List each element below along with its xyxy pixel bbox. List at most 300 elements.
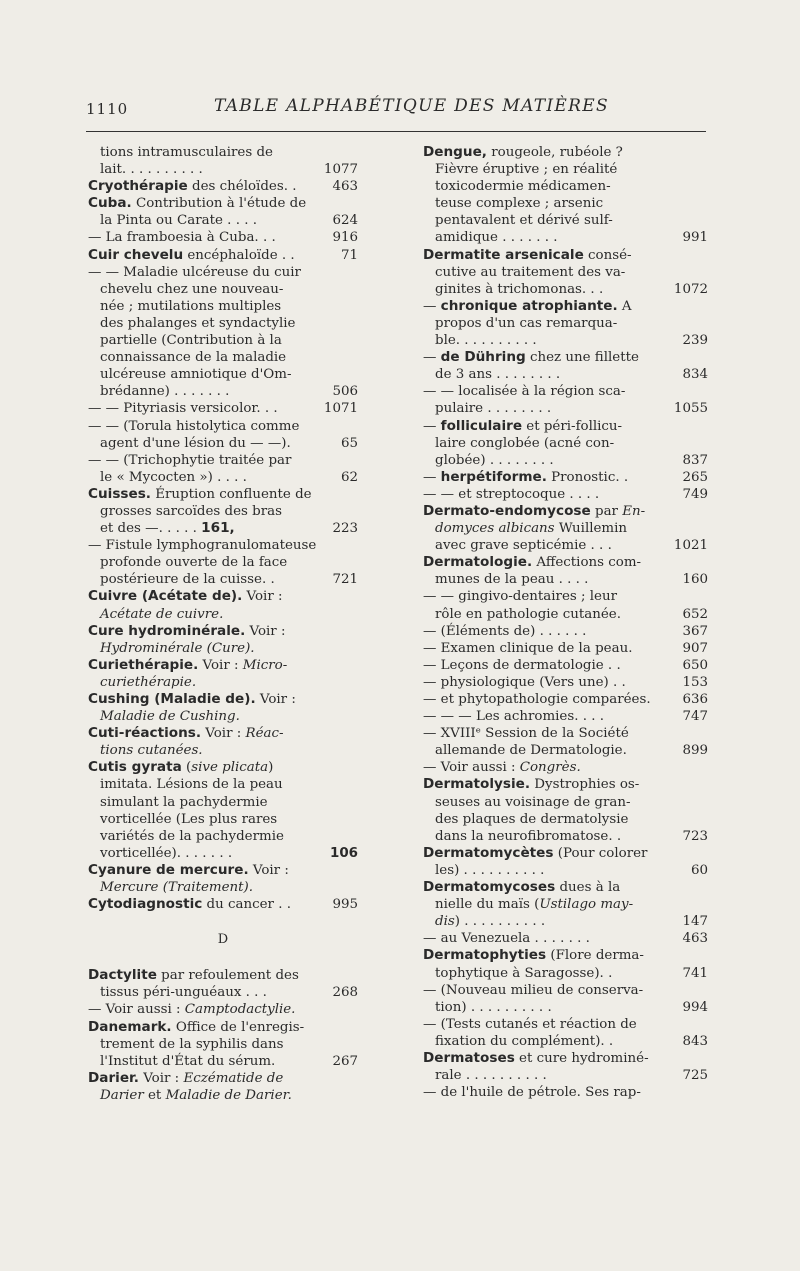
index-column-right: [423, 144, 708, 1101]
index-line: [423, 229, 708, 246]
index-line: [88, 640, 358, 657]
index-line: [88, 400, 358, 417]
index-text: agent d'une lésion du — —).: [100, 435, 291, 451]
index-italic-text: Acétate de cuivre.: [100, 606, 224, 622]
page-reference: 506: [332, 384, 358, 400]
index-keyword: Darier.: [88, 1069, 139, 1086]
page-reference: 1071: [323, 401, 358, 417]
index-text: Contribution à l'étude de: [131, 196, 307, 212]
index-line: [423, 657, 708, 674]
index-line: [88, 349, 358, 366]
index-text: et des —. . . . .: [100, 521, 202, 537]
page-reference: 106: [330, 845, 358, 861]
index-line: [423, 845, 708, 862]
index-line: [88, 229, 358, 246]
index-line: [423, 776, 708, 793]
index-line: [423, 708, 708, 725]
index-text: partielle (Contribution à la: [100, 333, 282, 349]
index-line: [88, 588, 358, 605]
index-line: [423, 913, 708, 930]
index-text: de 3 ans . . . . . . . .: [435, 367, 561, 383]
index-text: et péri-follicu-: [522, 418, 623, 434]
index-text: née ; mutilations multiples: [100, 298, 282, 314]
index-text: —: [423, 469, 441, 485]
index-keyword: Cure hydrominérale.: [88, 622, 246, 639]
index-text: teuse complexe ; arsenic: [435, 196, 604, 212]
index-keyword: 161,: [201, 520, 235, 537]
index-line: [423, 486, 708, 503]
index-text: Fièvre éruptive ; en réalité: [435, 162, 618, 178]
index-text: — XVIIIᵉ Session de la Société: [423, 726, 629, 742]
index-text: les) . . . . . . . . . .: [435, 862, 545, 878]
index-line: [423, 982, 708, 999]
index-text: profonde ouverte de la face: [100, 555, 288, 571]
index-keyword: Dermatologie.: [423, 554, 533, 571]
index-line: [423, 794, 708, 811]
index-text: seuses au voisinage de gran-: [435, 794, 631, 810]
index-keyword: Dermatophyties: [423, 947, 547, 964]
index-line: [88, 298, 358, 315]
index-line: [423, 1050, 708, 1067]
index-line: [423, 606, 708, 623]
index-text: Affections com-: [532, 555, 642, 571]
index-keyword: Cushing (Maladie de).: [88, 691, 256, 707]
index-text: — et phytopathologie comparées.: [423, 692, 651, 707]
index-line: [88, 418, 358, 435]
index-line: [88, 469, 358, 486]
index-line: [423, 862, 708, 879]
index-text: — — (Torula histolytica comme: [88, 418, 300, 434]
index-line: [423, 1084, 708, 1101]
page-reference: 834: [682, 367, 708, 383]
index-text: tions intramusculaires de: [100, 145, 273, 160]
index-line: [423, 281, 708, 298]
index-line: [423, 674, 708, 691]
index-line: [88, 161, 358, 178]
index-line: [88, 862, 358, 879]
index-italic-text: Micro-: [242, 657, 288, 673]
index-line: [423, 571, 708, 588]
index-text: ): [268, 760, 274, 776]
index-text: lait. . . . . . . . . .: [100, 162, 203, 178]
index-line: [423, 332, 708, 349]
index-keyword: Dengue,: [423, 144, 487, 160]
index-text: trement de la syphilis dans: [100, 1036, 284, 1052]
page-reference: 636: [682, 692, 708, 707]
index-line: [88, 178, 358, 195]
index-text: amidique . . . . . . .: [435, 230, 558, 246]
index-line: [88, 794, 358, 811]
index-keyword: Dermatolysie.: [423, 776, 531, 793]
page-reference: 837: [682, 452, 708, 468]
index-italic-text: En-: [622, 503, 646, 519]
index-keyword: Dermato-endomycose: [423, 502, 591, 519]
index-text: Wuillemin: [554, 521, 628, 537]
index-line: [88, 486, 358, 503]
index-text: Pronostic. .: [546, 469, 629, 485]
index-text: du cancer . .: [202, 897, 291, 913]
index-text: simulant la pachydermie: [100, 794, 268, 810]
running-title: TABLE ALPHABÉTIQUE DES MATIÈRES: [214, 96, 609, 116]
index-text: — Voir aussi :: [88, 1002, 185, 1018]
page-reference: 907: [682, 640, 708, 656]
index-keyword: herpétiforme.: [440, 468, 547, 485]
index-keyword: Cuti-réactions.: [88, 725, 202, 742]
index-text: (: [181, 760, 192, 776]
index-keyword: Cryothérapie: [88, 178, 188, 195]
index-text: rôle en pathologie cutanée.: [435, 606, 621, 622]
index-text: et cure hydrominé-: [514, 1050, 649, 1066]
index-line: [88, 1001, 358, 1018]
page-reference: 991: [682, 230, 708, 246]
section-gap: [88, 957, 358, 967]
index-line: [88, 503, 358, 520]
page-reference: 1077: [323, 162, 358, 178]
index-line: [423, 383, 708, 400]
index-keyword: Curiethérapie.: [88, 656, 199, 673]
index-line: [88, 212, 358, 229]
index-line: [88, 811, 358, 828]
index-line: [423, 725, 708, 742]
index-text: — Fistule lymphogranulomateuse: [88, 538, 317, 554]
index-italic-text: Ustilago may-: [539, 897, 634, 913]
index-text: par refoulement des: [156, 968, 299, 984]
index-text: Voir :: [138, 1070, 184, 1086]
index-text: tissus péri-unguéaux . . .: [100, 985, 267, 1001]
index-text: allemande de Dermatologie.: [435, 743, 627, 759]
index-text: — — Maladie ulcéreuse du cuir: [88, 264, 301, 280]
index-text: imitata. Lésions de la peau: [100, 777, 283, 793]
page-reference: 223: [332, 521, 358, 537]
index-text: pentavalent et dérivé sulf-: [435, 213, 613, 229]
index-text: — Examen clinique de la peau.: [423, 640, 633, 656]
index-italic-text: Mercure (Traitement).: [100, 880, 253, 896]
index-line: [88, 332, 358, 349]
page-reference: 995: [332, 897, 358, 913]
index-line: [423, 469, 708, 486]
index-text: (Flore derma-: [546, 948, 644, 964]
index-line: [423, 623, 708, 640]
page-reference: 153: [682, 674, 708, 690]
index-text: par: [590, 503, 623, 519]
index-line: [88, 435, 358, 452]
index-line: [423, 828, 708, 845]
index-text: connaissance de la maladie: [100, 350, 287, 366]
index-line: [88, 657, 358, 674]
index-text: Voir :: [245, 623, 286, 639]
index-text: ginites à trichomonas. . .: [435, 281, 604, 297]
index-line: [423, 212, 708, 229]
index-line: [88, 691, 358, 708]
index-line: [423, 178, 708, 195]
index-line: [423, 742, 708, 759]
index-text: des plaques de dermatolysie: [435, 811, 629, 827]
index-line: [88, 315, 358, 332]
index-line: [423, 435, 708, 452]
index-line: [423, 1033, 708, 1050]
page-reference: 994: [682, 999, 708, 1015]
index-keyword: Cuisses.: [88, 485, 151, 502]
page-reference: 749: [682, 486, 708, 502]
page-reference: 60: [690, 862, 708, 878]
index-italic-text: Camptodactylie.: [184, 1002, 296, 1018]
page-reference: 721: [332, 572, 358, 588]
index-keyword: de Dühring: [440, 349, 526, 366]
index-line: [423, 1067, 708, 1084]
page-reference: 367: [682, 623, 708, 639]
index-text: vorticellée). . . . . . .: [100, 845, 233, 861]
index-text: — La framboesia à Cuba. . .: [88, 230, 276, 246]
index-text: — — — Les achromies. . . .: [423, 709, 605, 725]
index-line: [88, 845, 358, 862]
index-keyword: Dermatomycètes: [423, 844, 554, 861]
index-line: [88, 725, 358, 742]
index-text: — — (Trichophytie traitée par: [88, 452, 292, 468]
page-reference: 62: [340, 469, 358, 485]
index-line: [423, 503, 708, 520]
index-line: [88, 708, 358, 725]
index-text: Voir :: [198, 657, 243, 673]
index-text: rale . . . . . . . . . .: [435, 1068, 547, 1084]
index-text: laire conglobée (acné con-: [435, 435, 615, 451]
page-reference: 650: [682, 657, 708, 673]
index-text: — — et streptocoque . . . .: [423, 486, 600, 502]
index-line: [423, 452, 708, 469]
index-line: [88, 674, 358, 691]
index-italic-text: Maladie de Cushing.: [100, 709, 240, 725]
page-reference: 741: [682, 965, 708, 981]
index-line: [88, 1036, 358, 1053]
index-line: [88, 1053, 358, 1070]
index-line: [423, 640, 708, 657]
index-text: nielle du maïs (: [435, 897, 540, 913]
index-text: pulaire . . . . . . . .: [435, 401, 552, 417]
page-reference: 843: [682, 1033, 708, 1049]
page-reference: 1055: [673, 401, 708, 417]
index-text: Voir :: [242, 589, 283, 605]
index-line: [88, 1019, 358, 1036]
index-text: rougeole, rubéole ?: [486, 145, 623, 160]
index-line: [88, 623, 358, 640]
page-reference: 265: [682, 469, 708, 485]
index-line: [423, 247, 708, 264]
index-text: Office de l'enregis-: [171, 1019, 305, 1035]
index-line: [88, 264, 358, 281]
index-keyword: Cuba.: [88, 195, 132, 212]
index-text: l'Institut d'État du sérum.: [100, 1053, 276, 1069]
index-text: vorticellée (Les plus rares: [100, 811, 278, 827]
index-text: A: [617, 298, 632, 314]
index-line: [423, 264, 708, 281]
index-italic-text: Maladie de Darier.: [165, 1087, 292, 1103]
index-line: [423, 554, 708, 571]
index-text: tophytique à Saragosse). .: [435, 965, 613, 981]
page-reference: 71: [340, 247, 358, 263]
page-number: 1110: [86, 100, 129, 118]
page-reference: 652: [682, 606, 708, 622]
index-line: [423, 537, 708, 554]
index-text: —: [423, 298, 441, 314]
index-line: [423, 520, 708, 537]
section-letter: D: [217, 932, 229, 948]
index-text: tion) . . . . . . . . . .: [435, 999, 552, 1015]
index-text: dues à la: [555, 880, 621, 896]
index-keyword: Danemark.: [88, 1018, 172, 1035]
index-keyword: Cuir chevelu: [88, 246, 184, 263]
index-line: [423, 144, 708, 161]
index-line: [423, 349, 708, 366]
index-keyword: Cutis gyrata: [88, 759, 182, 776]
index-line: [423, 999, 708, 1016]
index-line: [423, 691, 708, 708]
index-line: [423, 879, 708, 896]
page-reference: 267: [332, 1053, 358, 1069]
index-column-left: [88, 144, 358, 1104]
index-text: toxicodermie médicamen-: [435, 179, 611, 195]
index-line: [88, 144, 358, 161]
page-reference: 723: [682, 828, 708, 844]
index-text: — (Tests cutanés et réaction de: [423, 1016, 637, 1032]
index-line: [423, 366, 708, 383]
index-keyword: Dermatite arsenicale: [423, 246, 584, 263]
index-italic-text: curiethérapie.: [100, 674, 197, 690]
index-line: [88, 1070, 358, 1087]
index-line: [423, 811, 708, 828]
section-gap: [88, 913, 358, 923]
index-text: — Leçons de dermatologie . .: [423, 657, 621, 673]
index-text: encéphaloïde . .: [183, 247, 295, 263]
index-line: [88, 554, 358, 571]
index-line: [88, 366, 358, 383]
index-text: (Pour colorer: [553, 845, 648, 861]
index-keyword: Dermatomycoses: [423, 879, 556, 896]
index-text: — — Pityriasis versicolor. . .: [88, 401, 278, 417]
page-reference: 1072: [673, 281, 708, 297]
index-text: grosses sarcoïdes des bras: [100, 503, 283, 519]
index-text: dans la neurofibromatose. .: [435, 828, 622, 844]
index-text: postérieure de la cuisse. .: [100, 572, 275, 588]
index-text: Dystrophies os-: [530, 777, 640, 793]
page-header: [86, 96, 706, 124]
index-line: [88, 1087, 358, 1104]
index-keyword: chronique atrophiante.: [440, 297, 618, 314]
index-text: avec grave septicémie . . .: [435, 538, 612, 554]
index-line: [423, 298, 708, 315]
index-line: [88, 281, 358, 298]
index-line: [88, 967, 358, 984]
index-line: [88, 383, 358, 400]
index-text: — (Nouveau milieu de conserva-: [423, 982, 644, 998]
index-keyword: Cyanure de mercure.: [88, 861, 249, 878]
index-text: propos d'un cas remarqua-: [435, 315, 618, 331]
page-reference: 747: [682, 709, 708, 725]
index-line: [88, 537, 358, 554]
index-text: des phalanges et syndactylie: [100, 315, 296, 331]
page-reference: 899: [682, 743, 708, 759]
page-reference: 624: [332, 213, 358, 229]
index-line: [423, 588, 708, 605]
index-line: [88, 828, 358, 845]
index-text: ulcéreuse amniotique d'Om-: [100, 367, 292, 383]
index-text: cutive au traitement des va-: [435, 264, 626, 280]
index-text: et: [143, 1087, 166, 1103]
index-line: [88, 452, 358, 469]
page-reference: 268: [332, 985, 358, 1001]
index-keyword: folliculaire: [440, 417, 523, 434]
index-text: Voir :: [255, 692, 296, 707]
header-rule: [86, 131, 706, 132]
index-line: [423, 930, 708, 947]
index-italic-text: Darier: [100, 1087, 144, 1103]
index-text: Voir :: [248, 862, 289, 878]
index-text: Voir :: [201, 726, 246, 742]
index-line: [423, 195, 708, 212]
index-italic-text: Eczématide de: [183, 1070, 284, 1086]
index-text: la Pinta ou Carate . . . .: [100, 213, 257, 229]
index-line: [88, 195, 358, 212]
index-line: [88, 896, 358, 913]
page-reference: 160: [682, 572, 708, 588]
index-keyword: Dermatoses: [423, 1049, 515, 1066]
index-text: —: [423, 350, 441, 366]
index-text: brédanne) . . . . . . .: [100, 384, 230, 400]
index-line: [423, 965, 708, 982]
index-text: — Voir aussi :: [423, 760, 520, 776]
index-text: chez une fillette: [525, 350, 639, 366]
page-reference: 463: [682, 931, 708, 947]
index-text: ble. . . . . . . . . .: [435, 333, 537, 349]
page-reference: 1021: [673, 538, 708, 554]
page-reference: 239: [682, 333, 708, 349]
page-reference: 916: [332, 230, 358, 246]
index-text: — (Éléments de) . . . . . .: [423, 623, 587, 639]
index-italic-text: Réac-: [245, 726, 284, 742]
index-line: [423, 161, 708, 178]
index-keyword: Cytodiagnostic: [88, 896, 203, 913]
index-line: [423, 896, 708, 913]
index-keyword: Dactylite: [88, 967, 157, 984]
page-reference: 725: [682, 1068, 708, 1084]
index-text: munes de la peau . . . .: [435, 572, 589, 588]
index-line: [423, 1016, 708, 1033]
index-line: [423, 759, 708, 776]
index-line: [88, 759, 358, 776]
index-text: variétés de la pachydermie: [100, 828, 284, 844]
index-italic-text: sive plicata: [191, 760, 269, 776]
index-line: [88, 879, 358, 896]
index-line: [423, 418, 708, 435]
index-text: — — gingivo-dentaires ; leur: [423, 589, 618, 605]
index-line: [88, 571, 358, 588]
index-line: [88, 247, 358, 264]
index-text: des chéloïdes. .: [187, 179, 297, 195]
index-line: [88, 984, 358, 1001]
index-text: — au Venezuela . . . . . . .: [423, 931, 590, 947]
index-text: consé-: [583, 247, 632, 263]
page-reference: 463: [332, 179, 358, 195]
index-italic-text: Congrès.: [519, 760, 581, 776]
index-italic-text: tions cutanées.: [100, 743, 203, 759]
page-reference: 65: [340, 435, 358, 451]
index-text: ) . . . . . . . . . .: [454, 914, 546, 930]
index-line: [423, 315, 708, 332]
index-text: chevelu chez une nouveau-: [100, 281, 284, 297]
index-text: — — localisée à la région sca-: [423, 384, 626, 400]
index-line: [423, 947, 708, 964]
index-line: [88, 520, 358, 537]
page-reference: 147: [682, 914, 708, 930]
index-line: [88, 776, 358, 793]
